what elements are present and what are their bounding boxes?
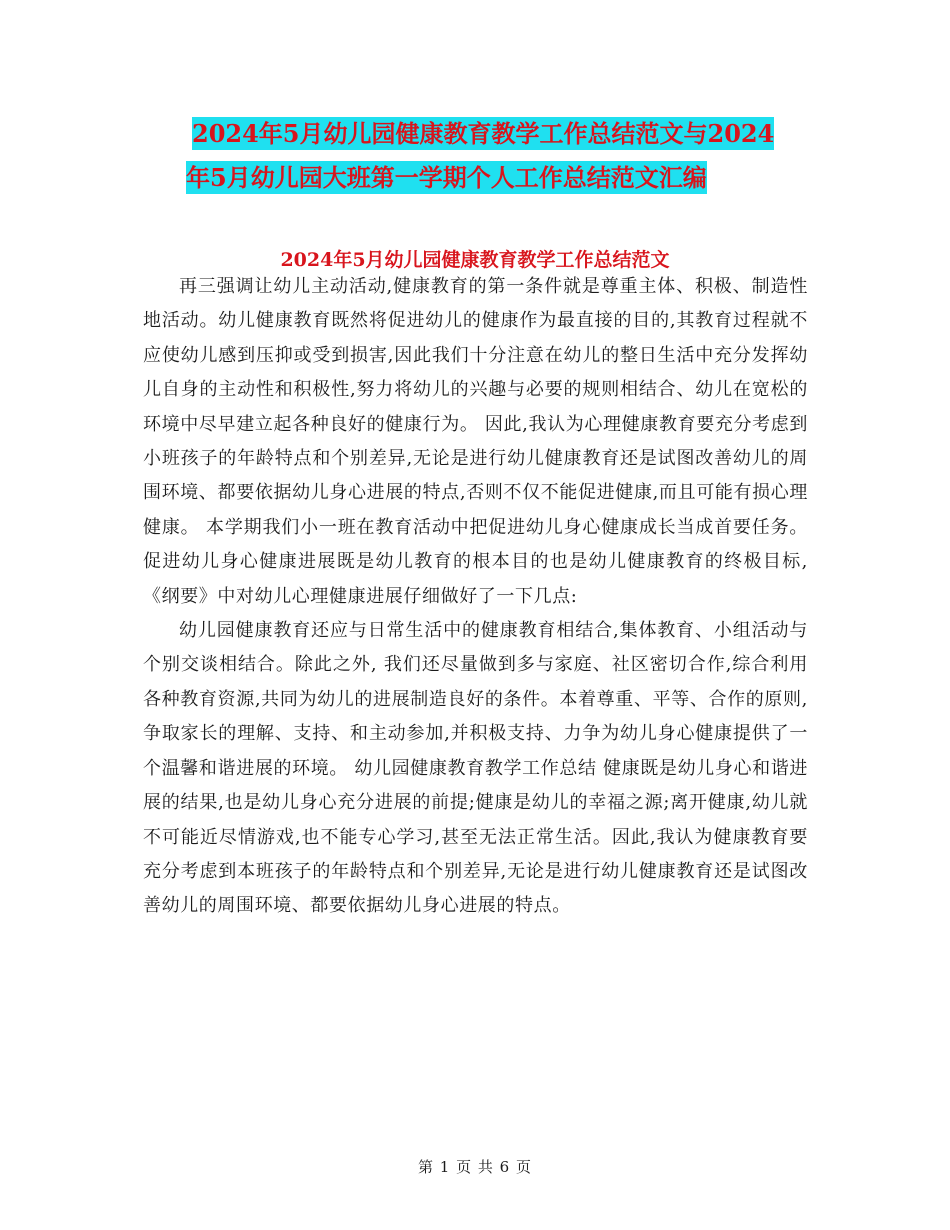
document-title: [186, 112, 826, 200]
page-footer: 第 1 页 共 6 页: [418, 1158, 532, 1176]
section-heading: 2024年5月幼儿园健康教育教学工作总结范文: [280, 249, 670, 271]
body-text: [143, 270, 808, 924]
paragraph: 再三强调让幼儿主动活动,健康教育的第一条件就是尊重主体、积极、制造性地活动。幼儿健康教育既然将促进幼儿的健康作为最直接的目的,其教育过程就不应使幼儿感到压抑或受到损害,因此我们十分注意在幼儿的整日生活中充分发挥幼儿自身的主动性和积极性,努力将幼儿的兴趣与必要的规则相结合、幼儿在宽松的环境中尽早建立起各种良好的健康行为。 因此,我认为心理健康教育要充分考虑到小班孩子的年龄特点和个别差异,无论是进行幼儿健康教育还是试图改善幼儿的周围环境、都要依据幼儿身心进展的特点,否则不仅不能促进健康,而且可能有损心理健康。 本学期我们小一班在教育活动中把促进幼儿身心健康成长当成首要任务。促进幼儿身心健康进展既是幼儿教育的根本目的也是幼儿健康教育的终极目标,《纲要》中对幼儿心理健康进展仔细做好了一下几点:: [143, 276, 808, 607]
paragraph: 幼儿园健康教育还应与日常生活中的健康教育相结合,集体教育、小组活动与个别交谈相结合。除此之外, 我们还尽量做到多与家庭、社区密切合作,综合利用各种教育资源,共同为幼儿的进展制造良好的条件。本着尊重、平等、合作的原则,争取家长的理解、支持、和主动参加,并积极支持、力争为幼儿身心健康提供了一个温馨和谐进展的环境。 幼儿园健康教育教学工作总结 健康既是幼儿身心和谐进展的结果,也是幼儿身心充分进展的前提;健康是幼儿的幸福之源;离开健康,幼儿就不可能近尽情游戏,也不能专心学习,甚至无法正常生活。因此,我认为健康教育要充分考虑到本班孩子的年龄特点和个别差异,无论是进行幼儿健康教育还是试图改善幼儿的周围环境、都要依据幼儿身心进展的特点。: [143, 620, 808, 917]
document-title-line-1: [186, 112, 826, 156]
title-highlight-2: 年5月幼儿园大班第一学期个人工作总结范文汇编: [186, 163, 707, 192]
document-title-line-2: [186, 156, 826, 200]
title-highlight-1: 2024年5月幼儿园健康教育教学工作总结范文与2024: [192, 119, 775, 148]
